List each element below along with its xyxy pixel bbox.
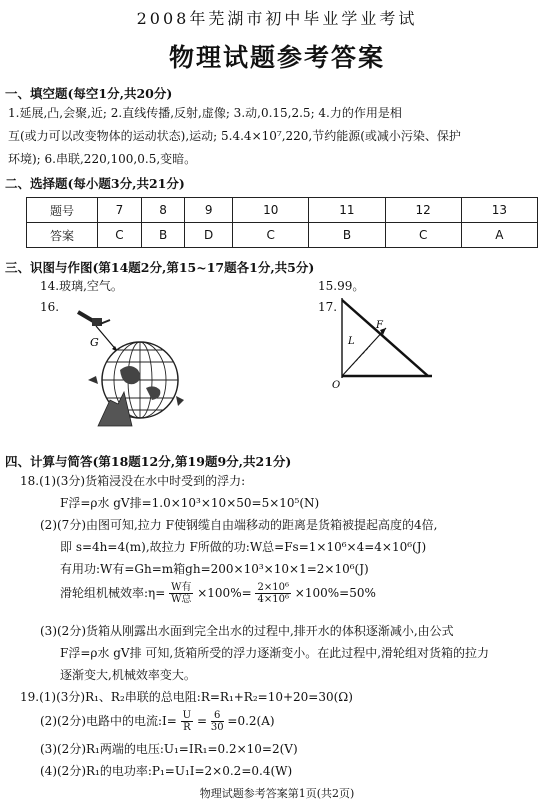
- table-cell: 8: [141, 198, 184, 223]
- q15-answer: 15.99。: [318, 279, 365, 293]
- q18-1: 18.(1)(3分)货箱浸没在水中时受到的浮力:: [20, 474, 246, 488]
- q19-4: (4)(2分)R₁的电功率:P₁=U₁I=2×0.2=0.4(W): [40, 764, 293, 778]
- q18-2: (2)(7分)由图可知,拉力 F使钢缆自由端移动的距离是货箱被提起高度的4倍,: [40, 518, 438, 532]
- label-f: F: [376, 320, 383, 331]
- table-row: [27, 223, 538, 248]
- fraction-numerator: 6: [211, 710, 224, 722]
- section-3-heading: 三、识图与作图(第14题2分,第15~17题各1分,共5分): [5, 260, 315, 275]
- q18-2-useful-work: 有用功:W有=Gh=m箱gh=200×10³×10×1=2×10⁶(J): [60, 562, 369, 576]
- label-l: L: [348, 336, 355, 347]
- table-row: [27, 198, 538, 223]
- q19-1: 19.(1)(3分)R₁、R₂串联的总电阻:R=R₁+R₂=10+20=30(Ω): [20, 690, 353, 704]
- fraction-denominator: 4×10⁶: [257, 594, 289, 605]
- figure-left-icon: [88, 376, 98, 384]
- lever-bar: [342, 300, 428, 376]
- q19-2: [40, 710, 275, 733]
- table-cell: 7: [98, 198, 142, 223]
- fraction-denominator: R: [183, 722, 191, 733]
- efficiency-mid: ×100%=: [197, 586, 252, 600]
- section-4-heading: 四、计算与简答(第18题12分,第19题9分,共21分): [5, 454, 292, 469]
- fraction: [211, 710, 224, 733]
- fraction-numerator: 2×10⁶: [257, 582, 289, 593]
- fraction-numerator: W有: [171, 582, 192, 593]
- q18-3-line-2: F浮=ρ水 gV排 可知,货箱所受的浮力逐渐变小。在此过程中,滑轮组对货箱的拉力: [60, 646, 490, 660]
- fraction: [181, 710, 193, 733]
- table-cell: C: [233, 223, 309, 248]
- table-cell: A: [461, 223, 537, 248]
- fraction: [255, 582, 290, 605]
- satellite-icon: [78, 312, 110, 326]
- efficiency-prefix: 滑轮组机械效率:η=: [60, 586, 166, 600]
- sec1-line-1: 1.延展,凸,会聚,近; 2.直线传播,反射,虚像; 3.动,0.15,2.5; 4.力的作用是相: [8, 106, 402, 120]
- label-g: G: [90, 336, 99, 349]
- table-cell: 13: [461, 198, 537, 223]
- table-cell: 10: [233, 198, 309, 223]
- table-cell: 12: [385, 198, 461, 223]
- q17-label: 17.: [318, 300, 338, 314]
- sec1-line-2: 互(或力可以改变物体的运动状态),运动; 5.4.4×10⁷,220,节约能源(或减小污染、保护: [8, 129, 461, 143]
- fraction-numerator: U: [182, 710, 192, 721]
- efficiency-result: ×100%=50%: [294, 586, 376, 600]
- table-cell: 11: [309, 198, 385, 223]
- table-cell: 9: [185, 198, 233, 223]
- lever-figure: [320, 292, 450, 392]
- sec1-line-3: 环境); 6.串联,220,100,0.5,变暗。: [8, 152, 197, 166]
- table-cell: C: [98, 223, 142, 248]
- current-mid: =: [196, 714, 207, 728]
- q18-2-efficiency: [60, 582, 376, 605]
- table-head-answer: 答案: [27, 223, 98, 248]
- fraction-denominator: W总: [171, 594, 192, 605]
- q19-3: (3)(2分)R₁两端的电压:U₁=IR₁=0.2×10=2(V): [40, 742, 298, 756]
- q18-1-formula: F浮=ρ水 gV排=1.0×10³×10×50=5×10⁵(N): [60, 496, 320, 510]
- table-cell: C: [385, 223, 461, 248]
- label-o: O: [332, 380, 341, 391]
- current-prefix: (2)(2分)电路中的电流:I=: [40, 714, 177, 728]
- fraction-denominator: 30: [210, 722, 224, 733]
- q18-3-line-3: 逐渐变大,机械效率变大。: [60, 668, 196, 682]
- table-cell: B: [141, 223, 184, 248]
- q16-label: 16.: [40, 300, 60, 314]
- section-1-heading: 一、填空题(每空1分,共20分): [5, 86, 173, 101]
- globe-figure: [50, 300, 200, 430]
- table-cell: B: [309, 223, 385, 248]
- q18-2-work: 即 s=4h=4(m),故拉力 F所做的功:W总=Fs=1×10⁶×4=4×10⁶(J): [60, 540, 427, 554]
- figure-right-icon: [176, 396, 184, 406]
- fraction: [169, 582, 193, 605]
- q14-answer: 14.玻璃,空气。: [40, 279, 123, 293]
- table-cell: D: [185, 223, 233, 248]
- section-2-heading: 二、选择题(每小题3分,共21分): [5, 176, 185, 191]
- table-head-number: 题号: [27, 198, 98, 223]
- page-footer: 物理试题参考答案第1页(共2页): [199, 787, 355, 800]
- q18-3-line-1: (3)(2分)货箱从刚露出水面到完全出水的过程中,排开水的体积逐渐减小,由公式: [40, 624, 454, 638]
- answer-table: [26, 197, 538, 248]
- document-title: 物理试题参考答案: [168, 43, 385, 72]
- exam-title: 2008年芜湖市初中毕业学业考试: [136, 9, 418, 28]
- current-result: =0.2(A): [227, 714, 275, 728]
